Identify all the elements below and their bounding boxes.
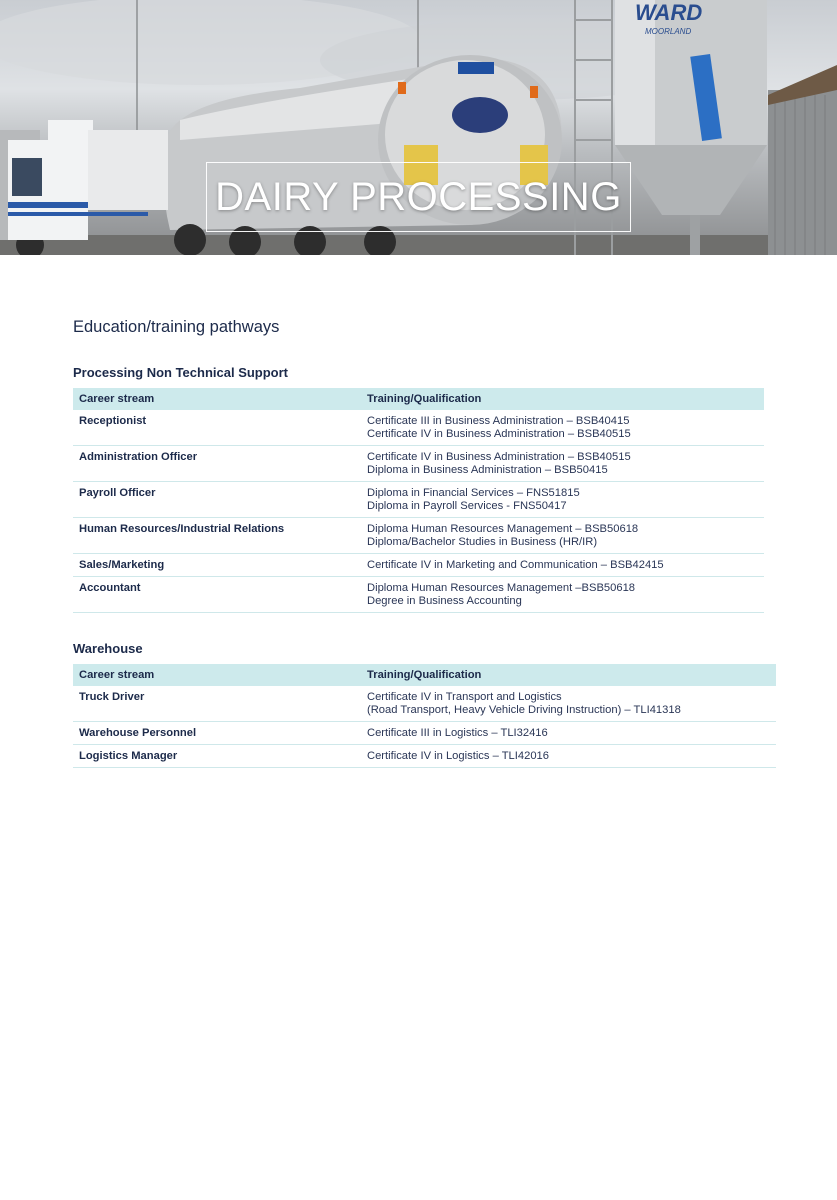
qualification-cell: [361, 686, 776, 722]
qualifications-table: [73, 664, 776, 768]
qualification-cell: [361, 410, 764, 446]
table-row: [73, 554, 764, 577]
table-row: [73, 722, 776, 745]
table-section-warehouse: [73, 641, 776, 768]
career-stream-cell: Warehouse Personnel: [73, 722, 361, 745]
qualification-cell: [361, 745, 776, 768]
career-stream-cell: Accountant: [73, 577, 361, 613]
table-row: [73, 518, 764, 554]
career-stream-cell: Payroll Officer: [73, 482, 361, 518]
table-row: [73, 446, 764, 482]
table-row: [73, 577, 764, 613]
table-row: [73, 686, 776, 722]
table-row: [73, 745, 776, 768]
qualifications-table: [73, 388, 764, 613]
qualification-cell: [361, 446, 764, 482]
qualification-line: Certificate IV in Transport and Logistics: [367, 691, 562, 703]
column-header-career-stream: Career stream: [73, 388, 361, 410]
qualification-line: (Road Transport, Heavy Vehicle Driving Instruction) – TLI41318: [367, 704, 681, 716]
qualification-cell: [361, 554, 764, 577]
main-content: [73, 318, 776, 768]
qualification-line: Diploma in Financial Services – FNS51815: [367, 487, 580, 499]
hero-banner: [0, 0, 837, 255]
career-stream-cell: Receptionist: [73, 410, 361, 446]
qualification-line: Diploma Human Resources Management –BSB50618: [367, 582, 636, 594]
qualification-line: Diploma in Business Administration – BSB50415: [367, 464, 608, 476]
qualification-line: Certificate III in Business Administration – BSB40415: [367, 415, 630, 427]
column-header-qualification: Training/Qualification: [361, 388, 764, 410]
section-heading: Education/training pathways: [73, 318, 280, 336]
qualification-cell: [361, 482, 764, 518]
table-row: [73, 482, 764, 518]
career-stream-cell: Truck Driver: [73, 686, 361, 722]
table-row: [73, 410, 764, 446]
table-title: Warehouse: [73, 641, 143, 656]
qualification-line: Degree in Business Accounting: [367, 595, 522, 607]
qualification-cell: [361, 518, 764, 554]
table-header-row: [73, 664, 776, 686]
career-stream-cell: Administration Officer: [73, 446, 361, 482]
qualification-line: Certificate IV in Marketing and Communication – BSB42415: [367, 559, 664, 571]
career-stream-cell: Human Resources/Industrial Relations: [73, 518, 361, 554]
qualification-line: Diploma/Bachelor Studies in Business (HR/IR): [367, 536, 598, 548]
qualification-line: Certificate IV in Logistics – TLI42016: [367, 750, 549, 762]
career-stream-cell: Sales/Marketing: [73, 554, 361, 577]
table-section-processing: [73, 365, 776, 613]
qualification-line: Certificate III in Logistics – TLI32416: [367, 727, 548, 739]
silo-subtext: MOORLAND: [645, 27, 692, 36]
column-header-qualification: Training/Qualification: [361, 664, 776, 686]
silo-logo-text: WARD: [635, 0, 703, 25]
column-header-career-stream: Career stream: [73, 664, 361, 686]
page-title: DAIRY PROCESSING: [215, 174, 622, 219]
career-stream-cell: Logistics Manager: [73, 745, 361, 768]
qualification-line: Diploma Human Resources Management – BSB50618: [367, 523, 639, 535]
table-title: Processing Non Technical Support: [73, 365, 289, 380]
qualification-line: Certificate IV in Business Administration – BSB40515: [367, 451, 631, 463]
qualification-line: Diploma in Payroll Services - FNS50417: [367, 500, 567, 512]
hero-title-frame: [206, 162, 631, 232]
table-header-row: [73, 388, 764, 410]
qualification-line: Certificate IV in Business Administration – BSB40515: [367, 428, 631, 440]
qualification-cell: [361, 577, 764, 613]
qualification-cell: [361, 722, 776, 745]
